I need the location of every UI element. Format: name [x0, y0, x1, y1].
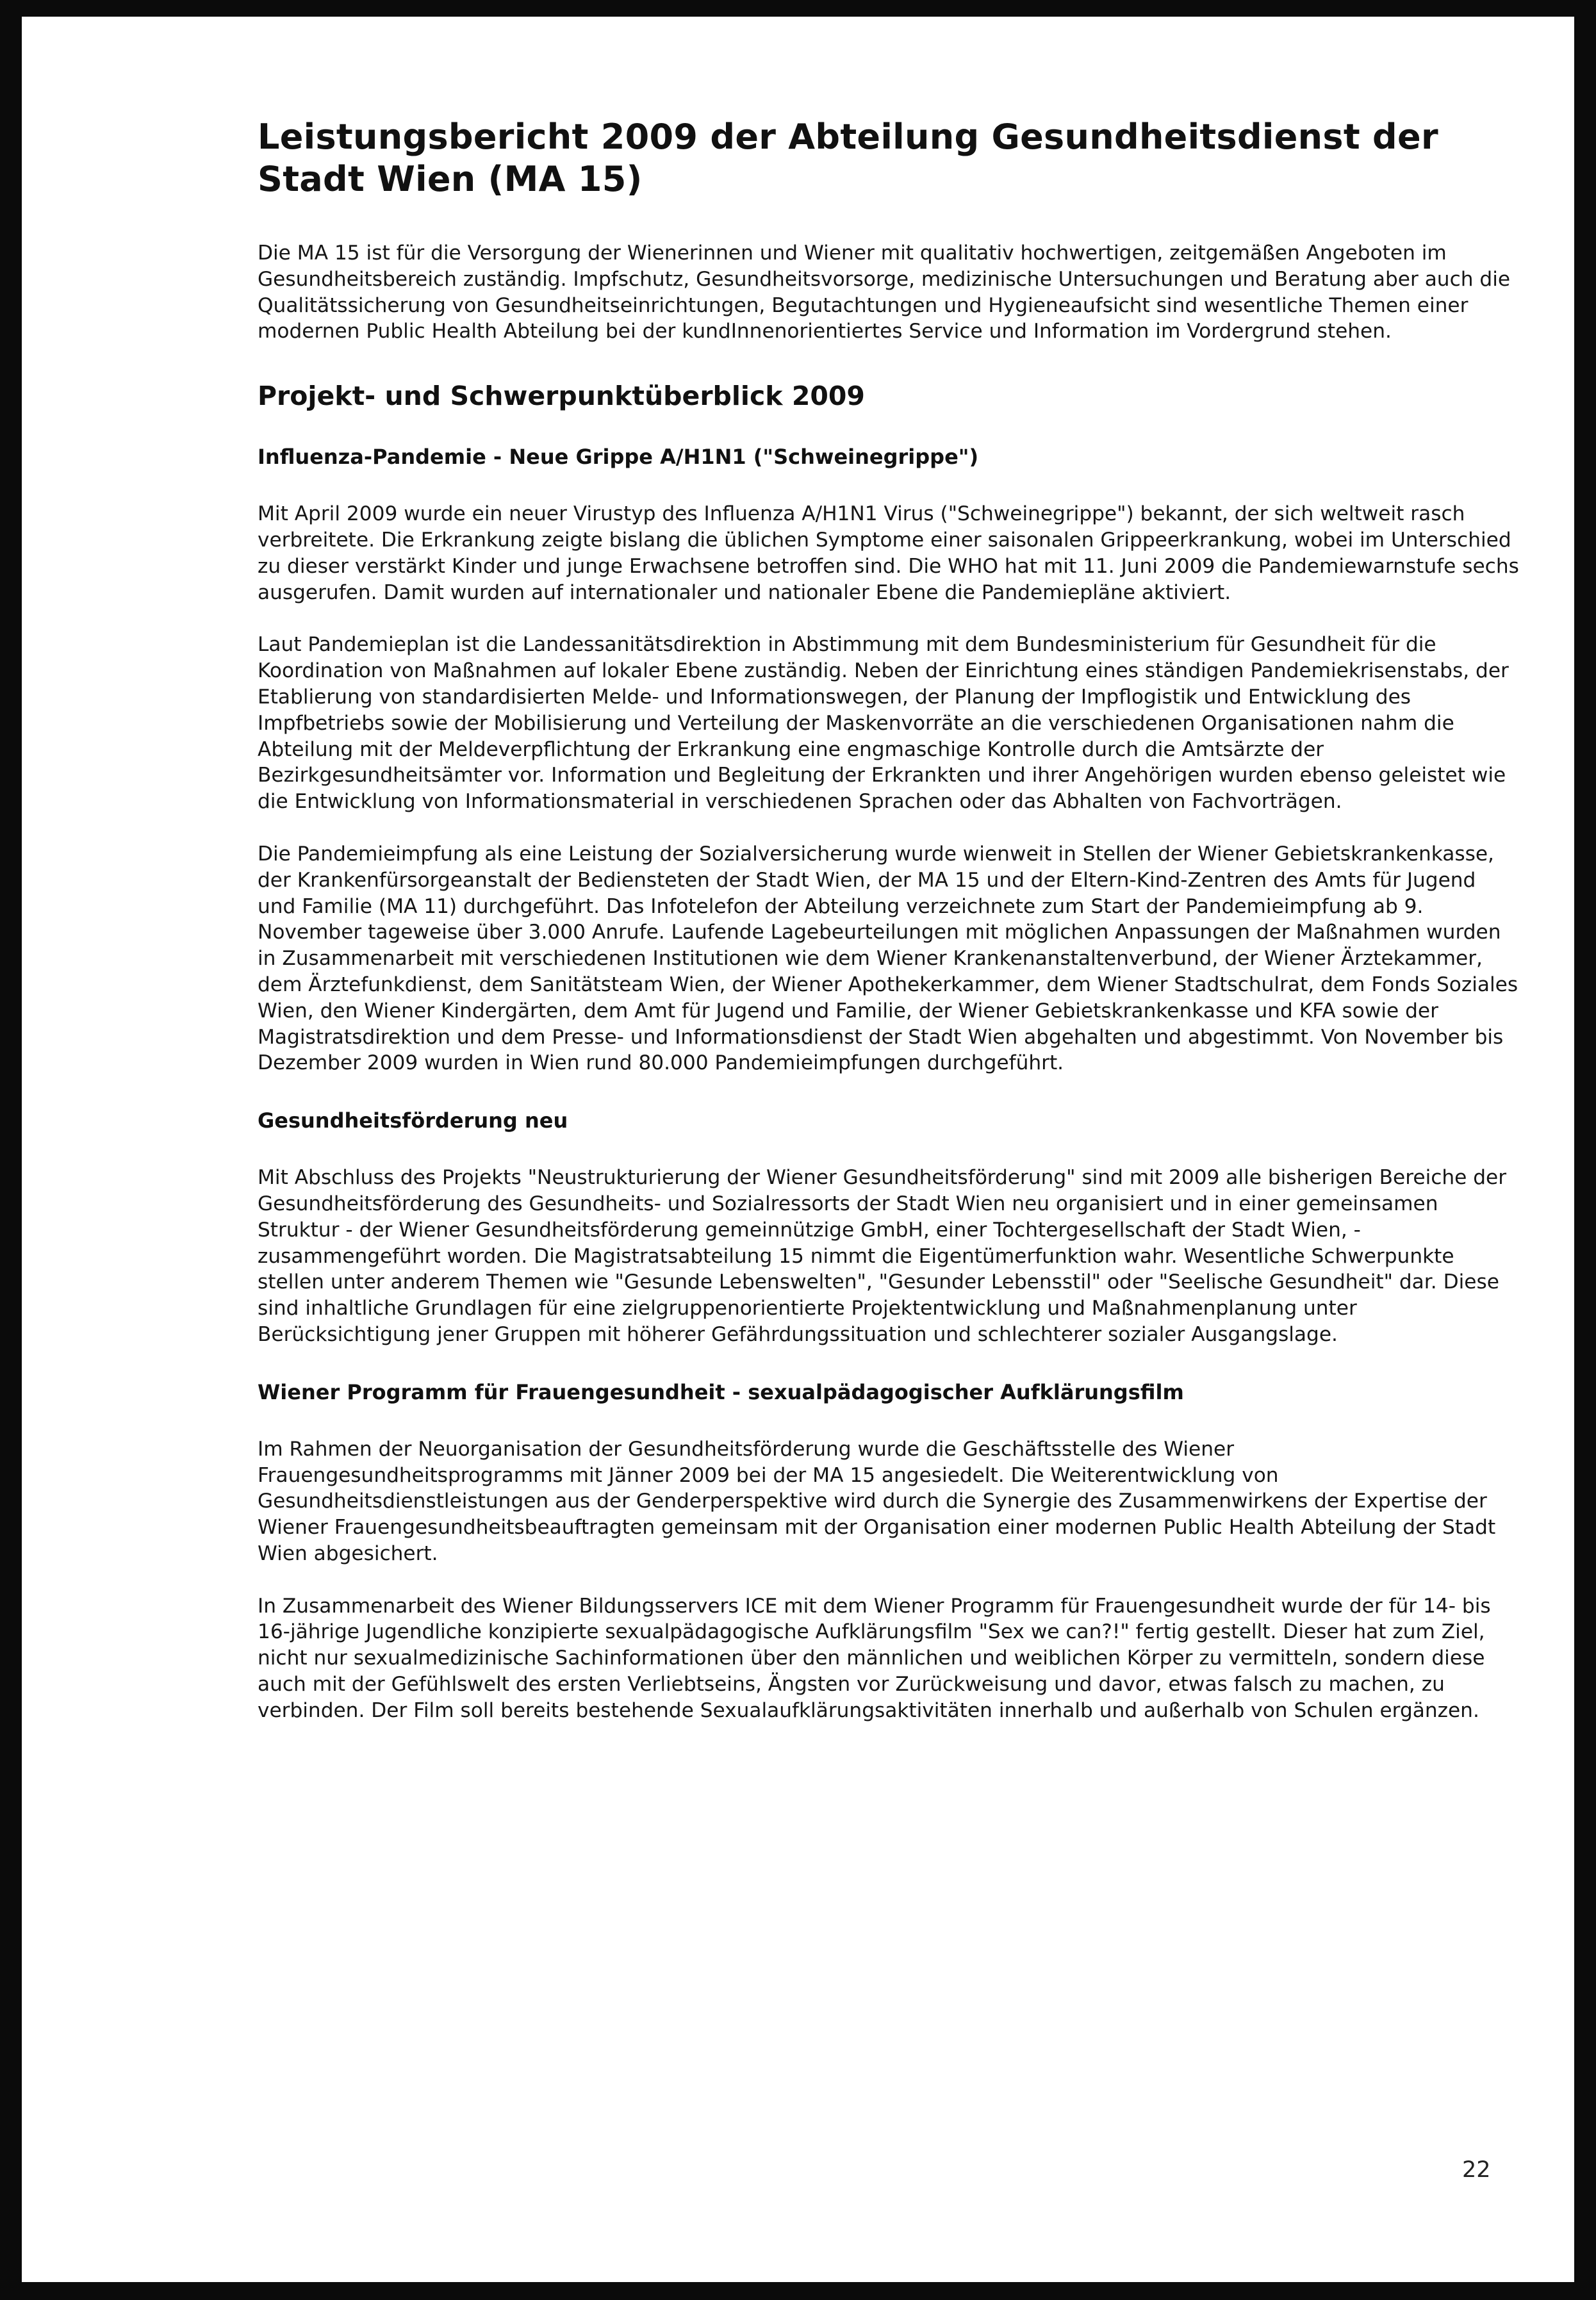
- paragraph-influenza-2: Laut Pandemieplan ist die Landessanitätsdirektion in Abstimmung mit dem Bundesministerium für Gesundheit für die Koordination von Maßnahmen auf lokaler Ebene zuständig. Neben der Einrichtung eines ständigen Pandemiekrisenstabs, der Etablierung von standardisierten Melde- und Informationswegen, der Planung der Impflogistik und Entwicklung des Impfbetriebs sowie der Mobilisierung und Verteilung der Maskenvorräte an die verschiedenen Organisationen nahm die Abteilung mit der Meldeverpflichtung der Erkrankung eine engmaschige Kontrolle durch die Amtsärzte der Bezirkgesundheitsämter vor. Information und Begleitung der Erkrankten und ihrer Angehörigen wurden ebenso geleistet wie die Entwicklung von Informationsmaterial in verschiedenen Sprachen oder das Abhalten von Fachvorträgen.: [258, 633, 1509, 814]
- paragraph-influenza-1: Mit April 2009 wurde ein neuer Virustyp des Influenza A/H1N1 Virus ("Schweinegrippe") bekannt, der sich weltweit rasch verbreitete. Die Erkrankung zeigte bislang die üblichen Symptome einer saisonalen Grippeerkrankung, wobei im Unterschied zu dieser verstärkt Kinder und junge Erwachsene betroffen sind. Die WHO hat mit 11. Juni 2009 die Pandemiewarnstufe sechs ausgerufen. Damit wurden auf internationaler und nationaler Ebene die Pandemiepläne aktiviert.: [258, 502, 1519, 604]
- paragraph-influenza-3: Die Pandemieimpfung als eine Leistung der Sozialversicherung wurde wienweit in Stellen der Wiener Gebietskrankenkasse, der Krankenfürsorgeanstalt der Bediensteten der Stadt Wien, der MA 15 und der Eltern-Kind-Zentren des Amts für Jugend und Familie (MA 11) durchgeführt. Das Infotelefon der Abteilung verzeichnete zum Start der Pandemieimpfung ab 9. November tageweise über 3.000 Anrufe. Laufende Lagebeurteilungen mit möglichen Anpassungen der Maßnahmen wurden in Zusammenarbeit mit verschiedenen Institutionen wie dem Wiener Krankenanstaltenverbund, der Wiener Ärztekammer, dem Ärztefunkdienst, dem Sanitätsteam Wien, der Wiener Apothekerkammer, dem Wiener Stadtschulrat, dem Fonds Soziales Wien, den Wiener Kindergärten, dem Amt für Jugend und Familie, der Wiener Gebietskrankenkasse und KFA sowie der Magistratsdirektion und dem Presse- und Informationsdienst der Stadt Wien abgehalten und abgestimmt. Von November bis Dezember 2009 wurden in Wien rund 80.000 Pandemieimpfungen durchgeführt.: [258, 842, 1518, 1075]
- paragraph-frauengesundheit-1: Im Rahmen der Neuorganisation der Gesundheitsförderung wurde die Geschäftsstelle des Wiener Frauengesundheitsprogramms mit Jänner 2009 bei der MA 15 angesiedelt. Die Weiterentwicklung von Gesundheitsdienstleistungen aus der Genderperspektive wird durch die Synergie des Zusammenwirkens der Expertise der Wiener Frauengesundheitsbeauftragten gemeinsam mit der Organisation einer modernen Public Health Abteilung der Stadt Wien abgesichert.: [258, 1437, 1496, 1565]
- subsection-heading-gesundheitsfoerderung: Gesundheitsförderung neu: [258, 1108, 568, 1133]
- page-number: 22: [1462, 2157, 1491, 2183]
- subsection-heading-influenza: Influenza-Pandemie - Neue Grippe A/H1N1 ("Schweinegrippe"): [258, 445, 979, 470]
- intro-paragraph: Die MA 15 ist für die Versorgung der Wienerinnen und Wiener mit qualitativ hochwertigen, zeitgemäßen Angeboten im Gesundheitsbereich zuständig. Impfschutz, Gesundheitsvorsorge, medizinische Untersuchungen und Beratung aber auch die Qualitätssicherung von Gesundheitseinrichtungen, Begutachtungen und Hygieneaufsicht sind wesentliche Themen einer modernen Public Health Abteilung bei der kundInnenorientiertes Service und Information im Vordergrund stehen.: [258, 242, 1511, 343]
- paragraph-gesundheitsfoerderung-1: Mit Abschluss des Projekts "Neustrukturierung der Wiener Gesundheitsförderung" sind mit 2009 alle bisherigen Bereiche der Gesundheitsförderung des Gesundheits- und Sozialressorts der Stadt Wien neu organisiert und in einer gemeinsamen Struktur - der Wiener Gesundheitsförderung gemeinnützige GmbH, einer Tochtergesellschaft der Stadt Wien, - zusammengeführt worden. Die Magistratsabteilung 15 nimmt die Eigentümerfunktion wahr. Wesentliche Schwerpunkte stellen unter anderem Themen wie "Gesunde Lebenswelten", "Gesunder Lebensstil" oder "Seelische Gesundheit" dar. Diese sind inhaltliche Grundlagen für eine zielgruppenorientierte Projektentwicklung und Maßnahmenplanung unter Berücksichtigung jener Gruppen mit höherer Gefährdungssituation und schlechterer sozialer Ausgangslage.: [258, 1166, 1507, 1346]
- subsection-heading-frauengesundheit: Wiener Programm für Frauengesundheit - sexualpädagogischer Aufklärungsfilm: [258, 1379, 1184, 1404]
- page-content: [258, 116, 1520, 1724]
- paragraph-frauengesundheit-2: In Zusammenarbeit des Wiener Bildungsservers ICE mit dem Wiener Programm für Frauengesundheit wurde der für 14- bis 16-jährige Jugendliche konzipierte sexualpädagogische Aufklärungsfilm "Sex we can?!" fertig gestellt. Dieser hat zum Ziel, nicht nur sexualmedizinische Sachinformationen über den männlichen und weiblichen Körper zu vermitteln, sondern diese auch mit der Gefühlswelt des ersten Verliebtseins, Ängsten vor Zurückweisung und davor, etwas falsch zu machen, zu verbinden. Der Film soll bereits bestehende Sexualaufklärungsaktivitäten innerhalb und außerhalb von Schulen ergänzen.: [258, 1594, 1491, 1722]
- document-title: Leistungsbericht 2009 der Abteilung Gesundheitsdienst der Stadt Wien (MA 15): [258, 117, 1438, 199]
- document-page: [22, 17, 1574, 2282]
- section-heading: Projekt- und Schwerpunktüberblick 2009: [258, 381, 865, 412]
